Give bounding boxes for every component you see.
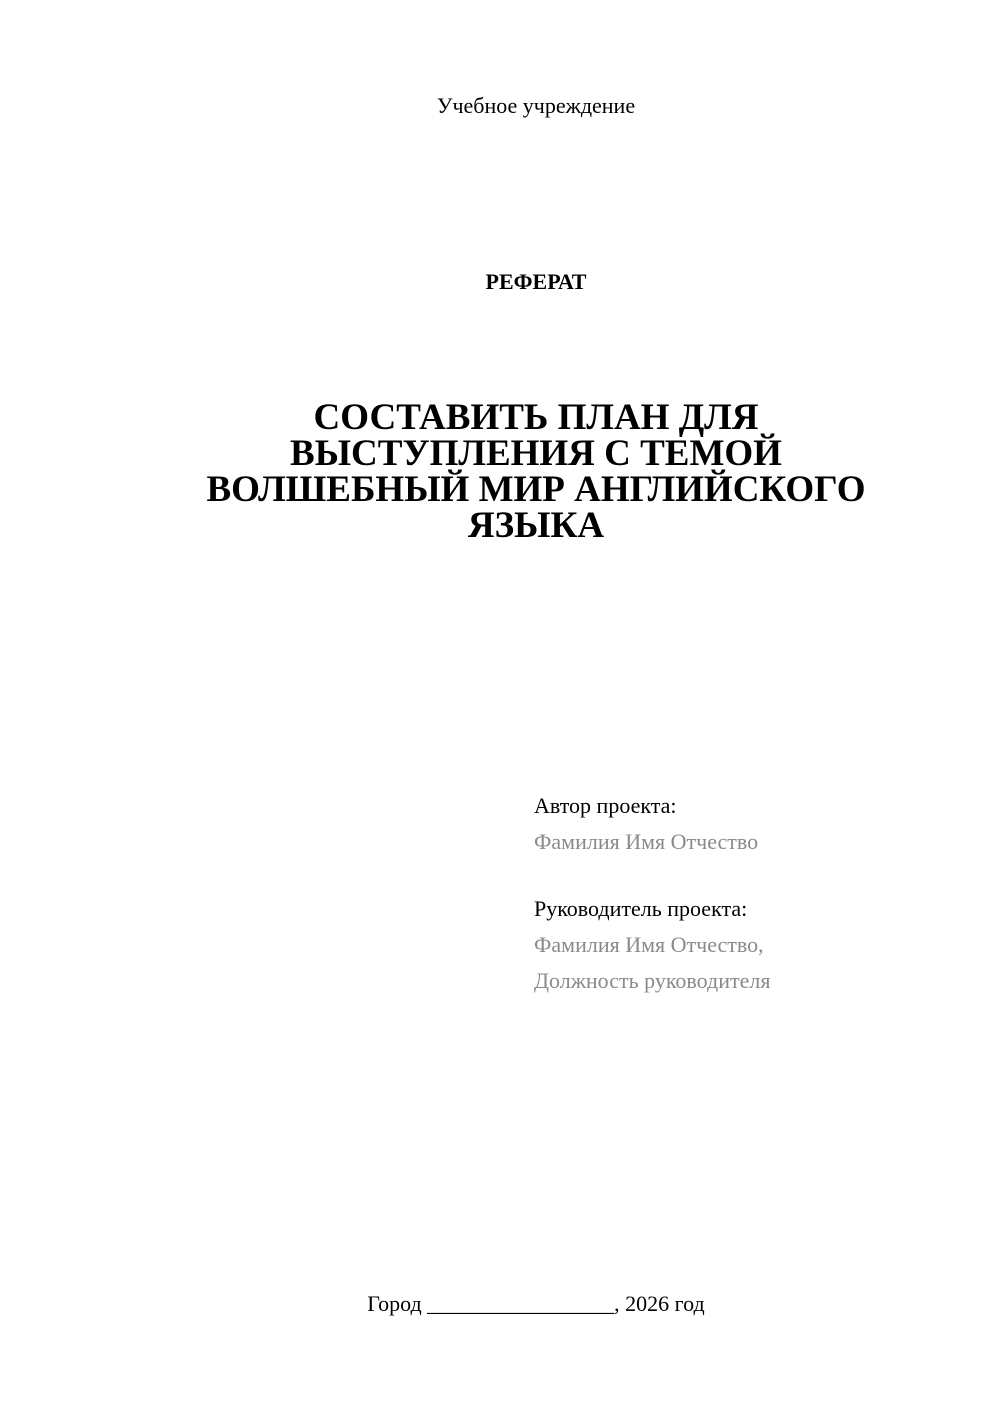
supervisor-position-placeholder: Должность руководителя (534, 968, 771, 993)
author-name-placeholder: Фамилия Имя Отчество (534, 829, 759, 854)
document-type: РЕФЕРАТ (485, 269, 587, 294)
title-line: ВОЛШЕБНЫЙ МИР АНГЛИЙСКОГО (206, 469, 866, 510)
city-blank: _________________ (427, 1291, 615, 1316)
credits-block (534, 788, 974, 999)
author-label: Автор проекта: (534, 793, 677, 818)
title-line: СОСТАВИТЬ ПЛАН ДЛЯ (313, 397, 759, 438)
supervisor-label: Руководитель проекта: (534, 896, 748, 921)
supervisor-name-placeholder: Фамилия Имя Отчество, (534, 932, 764, 957)
title-line: ЯЗЫКА (467, 505, 605, 546)
institution-name: Учебное учреждение (436, 93, 636, 118)
footer-city-year (0, 1290, 1000, 1318)
document-title (150, 397, 922, 546)
year-text: , 2026 год (614, 1291, 705, 1316)
title-line: ВЫСТУПЛЕНИЯ С ТЕМОЙ (290, 433, 782, 474)
city-label: Город (367, 1291, 422, 1316)
